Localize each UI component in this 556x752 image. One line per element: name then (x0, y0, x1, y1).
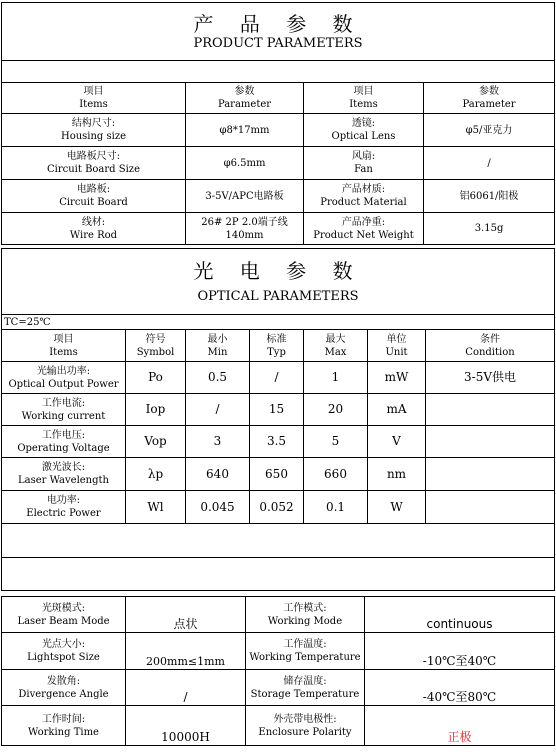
header-items-cn: 项目 (53, 333, 74, 345)
header-cond-cn: 条件 (480, 333, 500, 345)
row-max: 660 (304, 458, 368, 491)
table-row (2, 670, 555, 706)
table-row (2, 597, 555, 633)
row-min: 640 (186, 458, 250, 491)
header-param2-cn: 参数 (479, 86, 500, 97)
row-label-en: Working Mode (267, 615, 343, 627)
row-label-en: Lightspot Size (27, 652, 100, 663)
row-label-en: Laser Beam Mode (17, 615, 110, 627)
table-row (2, 147, 555, 180)
row-label-cn: 光输出功率: (36, 365, 91, 377)
spacer-row (2, 61, 555, 83)
row-label-cn: 透镜: (351, 118, 376, 129)
row-label-cn: 光斑模式: (41, 602, 86, 614)
table-row (2, 213, 555, 245)
row-label-en: Divergence Angle (18, 688, 109, 700)
table-row (2, 633, 555, 670)
row-symbol: Vop (126, 426, 186, 458)
table-row (2, 394, 555, 426)
row-label-en: Electric Power (26, 508, 101, 519)
row-label-cn: 电路板: (76, 184, 111, 195)
row-label-cn: 储存温度: (283, 675, 327, 687)
row-symbol: λp (126, 458, 186, 491)
row-value: / (126, 670, 246, 706)
row-symbol: Wl (126, 491, 186, 524)
spacer-row (2, 558, 555, 591)
row-label-en: Product Material (320, 197, 407, 208)
row-label-cn: 外壳带电极性: (273, 713, 337, 725)
table-row (2, 426, 555, 458)
row-min: 0.5 (186, 362, 250, 394)
header-items-en: Items (79, 99, 108, 110)
row-typ: 3.5 (250, 426, 304, 458)
table-row (2, 491, 555, 524)
row-label-en: Laser Wavelength (18, 475, 109, 486)
product-title-cn: 产 品 参 数 (193, 11, 363, 36)
header-typ-en: Typ (267, 346, 286, 358)
header-min-cn: 最小 (207, 333, 228, 345)
row-condition (426, 426, 555, 458)
row-min: / (186, 394, 250, 426)
header-param-cn: 参数 (234, 86, 255, 97)
row-unit: V (368, 426, 426, 458)
row-label-en: Enclosure Polarity (258, 726, 352, 738)
row-value: 26# 2P 2.0端子线 (201, 216, 288, 228)
header-cond-en: Condition (465, 346, 515, 358)
header-items-en: Items (49, 346, 78, 358)
row-max: 1 (304, 362, 368, 394)
row-unit: W (368, 491, 426, 524)
header-param-en: Parameter (217, 99, 272, 110)
bottom-table (1, 596, 555, 746)
row-symbol: Iop (126, 394, 186, 426)
row-typ: 15 (250, 394, 304, 426)
row-condition: 3-5V供电 (426, 362, 555, 394)
row-unit: mW (368, 362, 426, 394)
row-value: φ8*17mm (186, 114, 304, 147)
header-items2-en: Items (349, 99, 378, 110)
row-label-en: Working Temperature (249, 652, 361, 663)
table-row (2, 458, 555, 491)
row-label-en: Product Net Weight (313, 229, 414, 241)
row-min: 0.045 (186, 491, 250, 524)
table-row (2, 180, 555, 213)
table-row (2, 362, 555, 394)
row-min: 3 (186, 426, 250, 458)
header-items2-cn: 项目 (353, 86, 374, 97)
row-value: 3.15g (424, 213, 555, 245)
row-label-en: Operating Voltage (17, 442, 110, 454)
row-symbol: Po (126, 362, 186, 394)
row-value: 10000H (126, 706, 246, 746)
optical-title (2, 249, 555, 315)
row-label-en: Wire Rod (69, 229, 118, 241)
optical-title-en: OPTICAL PARAMETERS (197, 288, 359, 304)
header-unit-cn: 单位 (386, 333, 407, 345)
optical-header-row (2, 330, 555, 362)
product-header-row (2, 83, 555, 114)
row-value: continuous (365, 597, 555, 633)
header-param2-en: Parameter (462, 99, 516, 110)
row-value: 铝6061/阳极 (424, 180, 555, 213)
row-label-cn: 发散角: (46, 675, 81, 687)
row-max: 20 (304, 394, 368, 426)
row-label-cn: 工作温度: (283, 639, 327, 650)
header-max-cn: 最大 (325, 333, 346, 345)
product-title (2, 3, 555, 61)
row-condition (426, 394, 555, 426)
row-label-cn: 工作模式: (283, 602, 327, 614)
table-row (2, 706, 555, 746)
row-label-cn: 激光波长: (41, 462, 86, 473)
row-label-cn: 产品材质: (341, 184, 386, 195)
header-unit-en: Unit (385, 346, 408, 358)
row-label-cn: 电路板尺寸: (66, 151, 121, 162)
optical-table (1, 248, 555, 591)
tc-condition: TC=25℃ (2, 315, 555, 330)
row-max: 5 (304, 426, 368, 458)
row-value: 3-5V/APC电路板 (186, 180, 304, 213)
optical-title-cn: 光 电 参 数 (193, 258, 363, 283)
product-table (1, 2, 555, 245)
header-typ-cn: 标准 (266, 333, 287, 345)
row-label-en: Working Time (28, 726, 99, 738)
row-label-cn: 工作电流: (41, 397, 86, 409)
header-items-cn: 项目 (83, 86, 104, 97)
row-value: / (424, 147, 555, 180)
row-condition (426, 458, 555, 491)
row-typ: 0.052 (250, 491, 304, 524)
row-label-cn: 风扇: (351, 151, 376, 162)
row-label-cn: 结构尺寸: (71, 118, 116, 129)
row-max: 0.1 (304, 491, 368, 524)
row-label-en: Working current (21, 410, 106, 422)
row-unit: nm (368, 458, 426, 491)
polarity-value: 正极 (365, 706, 555, 746)
row-label-cn: 产品净重: (341, 216, 386, 228)
header-min-en: Min (207, 346, 228, 358)
row-label-cn: 工作时间: (41, 713, 86, 725)
product-title-en: PRODUCT PARAMETERS (193, 35, 363, 51)
row-label-cn: 线材: (81, 216, 106, 228)
header-symbol-cn: 符号 (145, 333, 166, 345)
row-value: 200mm≤1mm (126, 633, 246, 670)
table-row (2, 114, 555, 147)
row-value: 点状 (126, 597, 246, 633)
row-value: φ6.5mm (186, 147, 304, 180)
row-label-en: Optical Output Power (8, 378, 119, 390)
row-value: -10℃至40℃ (365, 633, 555, 670)
row-typ: 650 (250, 458, 304, 491)
row-label-cn: 光点大小: (41, 639, 86, 650)
row-label-cn: 工作电压: (41, 429, 86, 441)
header-symbol-en: Symbol (136, 346, 175, 358)
row-label-en: Housing size (60, 131, 127, 142)
header-max-en: Max (324, 346, 347, 358)
row-value: φ5/亚克力 (424, 114, 555, 147)
row-label-cn: 电功率: (46, 495, 81, 506)
row-typ: / (250, 362, 304, 394)
row-label-en: Optical Lens (331, 131, 396, 142)
row-label-en: Fan (354, 164, 373, 175)
row-label-en: Circuit Board Size (47, 164, 140, 175)
spacer-row (2, 524, 555, 558)
row-value: -40℃至80℃ (365, 670, 555, 706)
row-unit: mA (368, 394, 426, 426)
row-label-en: Storage Temperature (250, 688, 360, 700)
row-label-en: Circuit Board (59, 197, 128, 208)
row-condition (426, 491, 555, 524)
row-value: 140mm (225, 229, 264, 241)
